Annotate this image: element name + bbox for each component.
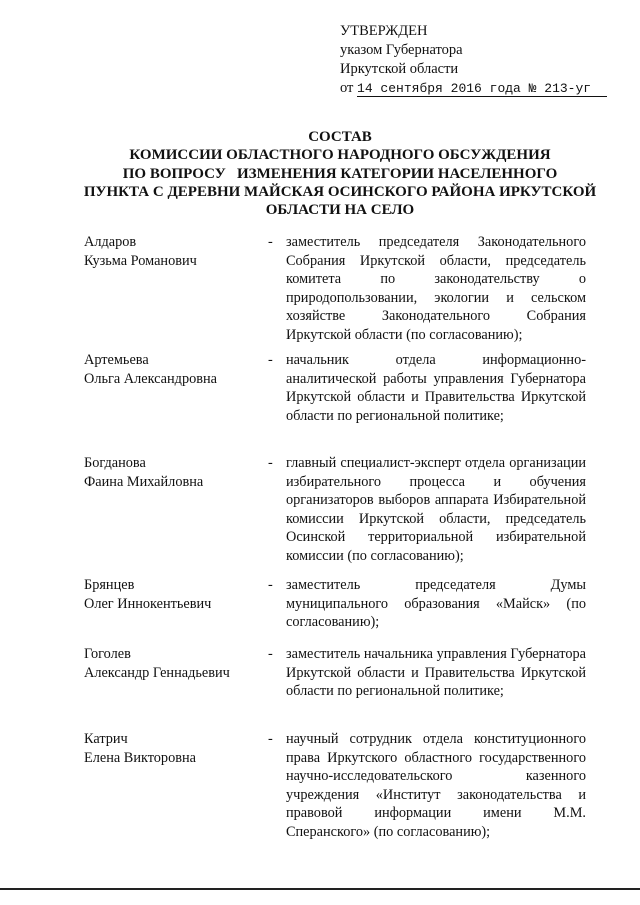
member-name: [84, 645, 259, 682]
approval-date-prefix: от: [340, 80, 354, 96]
title-line-5: ОБЛАСТИ НА СЕЛО: [265, 202, 415, 219]
member-role: начальник отдела информационно-аналитической работы управления Губернатора Иркутской области и Правительства Иркутской области по региональной политике;: [286, 352, 586, 424]
member-given-names: Александр Геннадьевич: [84, 664, 230, 681]
member-dash: -: [268, 234, 273, 250]
approval-decree: указом Губернатора: [340, 42, 463, 58]
approval-region: Иркутской области: [340, 61, 459, 77]
member-surname: Артемьева: [84, 352, 149, 368]
member-given-names: Фаина Михайловна: [84, 473, 204, 490]
member-dash: -: [268, 352, 273, 368]
approval-stamp: [340, 22, 607, 98]
member-name: [84, 233, 259, 270]
member-name: [84, 454, 259, 491]
approval-date-line: [340, 79, 607, 98]
member-dash: -: [268, 577, 273, 593]
approval-date-value: 14 сентября 2016 года № 213-уг: [357, 82, 607, 97]
member-name: [84, 576, 259, 613]
member-name: [84, 730, 259, 767]
member-surname: Богданова: [84, 455, 146, 471]
member-dash: -: [268, 731, 273, 747]
member-given-names: Елена Викторовна: [84, 749, 196, 766]
scan-edge-rule: [0, 888, 640, 890]
member-name: [84, 351, 259, 388]
member-role: главный специалист-эксперт отдела организации избирательного процесса и обучения организаторов выборов аппарата Избирательной комиссии Иркутской области, председатель Осинской территориальной избирательной комиссии (по согласованию);: [286, 455, 586, 564]
member-surname: Алдаров: [84, 234, 137, 250]
document-title: [40, 128, 640, 219]
title-line-1: СОСТАВ: [308, 129, 372, 145]
approval-heading: УТВЕРЖДЕН: [340, 23, 428, 39]
member-surname: Катрич: [84, 731, 128, 747]
member-role: заместитель председателя Думы муниципального образования «Майск» (по согласованию);: [286, 577, 586, 631]
member-given-names: Ольга Александровна: [84, 370, 217, 387]
member-role: научный сотрудник отдела конституционного права Иркутского областного государственного научно-исследовательского казенного учреждения «Институт законодательства и правовой информации имени М.М. Сперанского» (по согласованию);: [286, 731, 586, 840]
title-line-3: ПО ВОПРОСУ ИЗМЕНЕНИЯ КАТЕГОРИИ НАСЕЛЕННОГО: [122, 165, 558, 182]
member-given-names: Кузьма Романович: [84, 252, 197, 269]
member-surname: Брянцев: [84, 577, 135, 593]
title-line-4: ПУНКТА С ДЕРЕВНИ МАЙСКАЯ ОСИНСКОГО РАЙОНА ИРКУТСКОЙ: [83, 183, 597, 200]
member-role: заместитель председателя Законодательного Собрания Иркутской области, председатель комитета по законодательству о природопользовании, экологии и сельском хозяйстве Законодательного Собрания Иркутской области (по согласованию);: [286, 234, 586, 343]
member-surname: Гоголев: [84, 646, 131, 662]
member-dash: -: [268, 646, 273, 662]
member-given-names: Олег Иннокентьевич: [84, 595, 212, 612]
member-role: заместитель начальника управления Губернатора Иркутской области и Правительства Иркутской области по региональной политике;: [286, 646, 586, 700]
title-line-2: КОМИССИИ ОБЛАСТНОГО НАРОДНОГО ОБСУЖДЕНИЯ: [129, 147, 551, 164]
member-dash: -: [268, 455, 273, 471]
